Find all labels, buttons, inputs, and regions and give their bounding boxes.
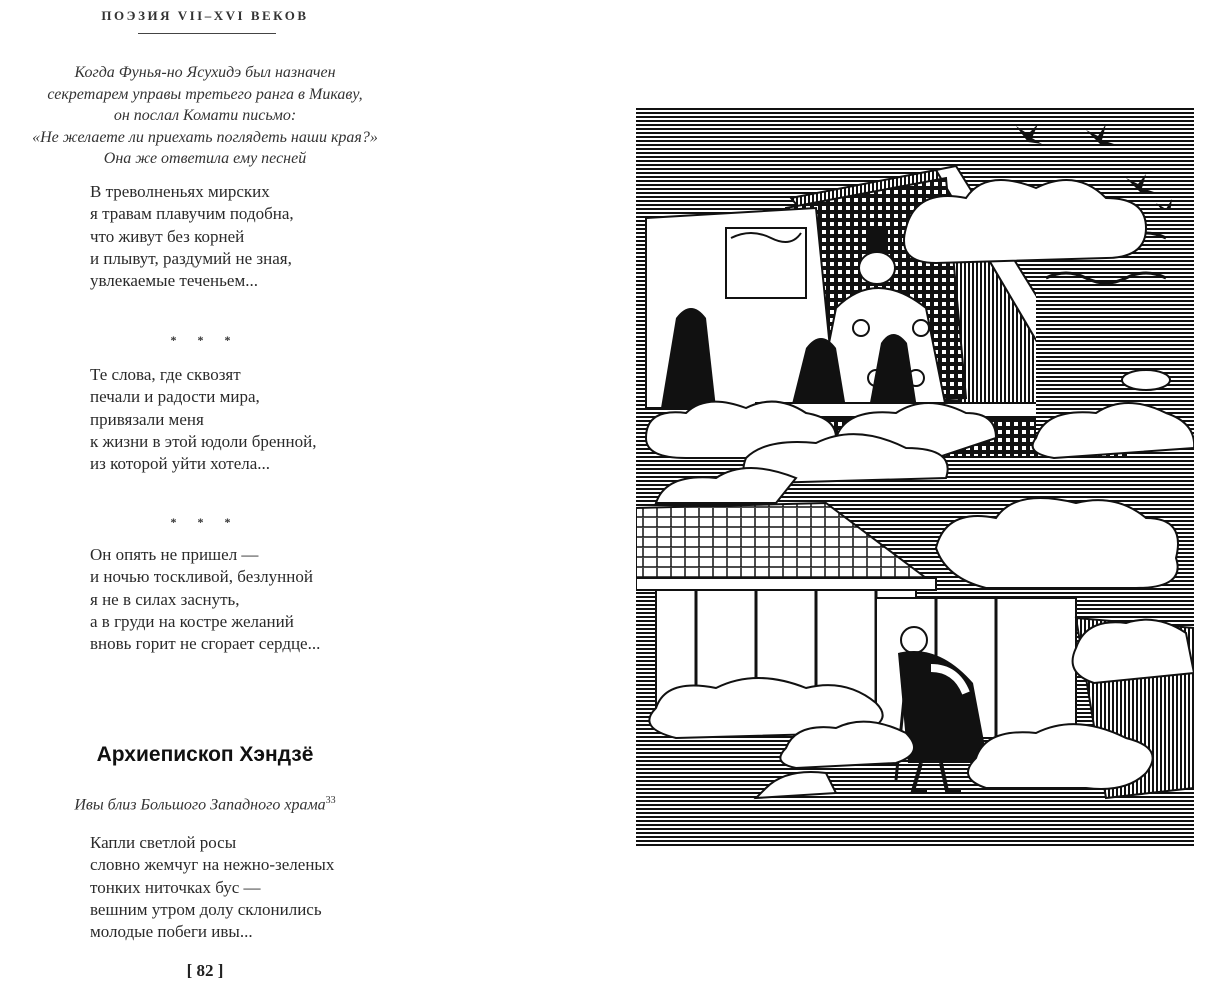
intro-line: он послал Комати письмо: — [113, 107, 297, 124]
poem-line: Он опять не пришел — — [90, 545, 259, 564]
section-title: Архиепископ Хэндзё — [96, 743, 314, 766]
poem-line: я не в силах заснуть, — [90, 589, 240, 609]
poem-2 — [90, 364, 316, 475]
poem-line: вешним утром долу склонились — [90, 899, 322, 919]
poem-line: и ночью тоскливой, безлунной — [90, 567, 313, 587]
woodblock-illustration — [636, 108, 1194, 848]
poem-line: печали и радости мира, — [90, 387, 260, 407]
intro-line: секретарем управы третьего ранга в Микаву, — [47, 85, 363, 103]
intro-line: Она же ответила ему песней — [103, 150, 307, 167]
poem-line: увлекаемые теченьем... — [90, 271, 258, 291]
intro-line: Когда Фунья-но Ясухидэ был назначен — [74, 64, 336, 81]
poem-line: и плывут, раздумий не зная, — [90, 248, 292, 268]
running-head: ПОЭЗИЯ VII–XVI ВЕКОВ — [101, 8, 309, 23]
poem-line: словно жемчуг на нежно-зеленых — [90, 855, 335, 875]
poem-3 — [90, 544, 320, 655]
separator-stars: * * * — [170, 515, 240, 529]
intro-note — [0, 62, 410, 170]
poem-line: вновь горит не сгорает сердце... — [90, 634, 321, 654]
poem-1 — [90, 181, 294, 292]
poem-line: В треволненьях мирских — [90, 182, 270, 201]
poem-line: а в груди на костре желаний — [90, 611, 294, 631]
poem-line: что живут без корней — [90, 226, 245, 246]
left-page — [0, 0, 410, 996]
subtitle-text: Ивы близ Большого Западного храма — [74, 796, 326, 814]
poem-line: Капли светлой росы — [90, 833, 237, 852]
poem-line: из которой уйти хотела... — [90, 454, 271, 474]
page-number: [ 82 ] — [186, 961, 224, 980]
poem-line: я травам плавучим подобна, — [90, 204, 294, 224]
separator-stars: * * * — [170, 333, 240, 347]
poem-line: привязали меня — [90, 409, 204, 429]
poem-line: Те слова, где сквозят — [90, 365, 241, 384]
running-head-rule — [138, 33, 276, 34]
poem-line: тонких ниточках бус — — [90, 877, 261, 897]
footnote-mark: 33 — [325, 795, 336, 806]
poem-subtitle — [0, 795, 410, 814]
poem-4 — [90, 832, 334, 943]
intro-line: «Не желаете ли приехать поглядеть наши края?» — [32, 128, 378, 146]
poem-line: к жизни в этой юдоли бренной, — [90, 431, 317, 451]
poem-line: молодые побеги ивы... — [90, 922, 253, 942]
